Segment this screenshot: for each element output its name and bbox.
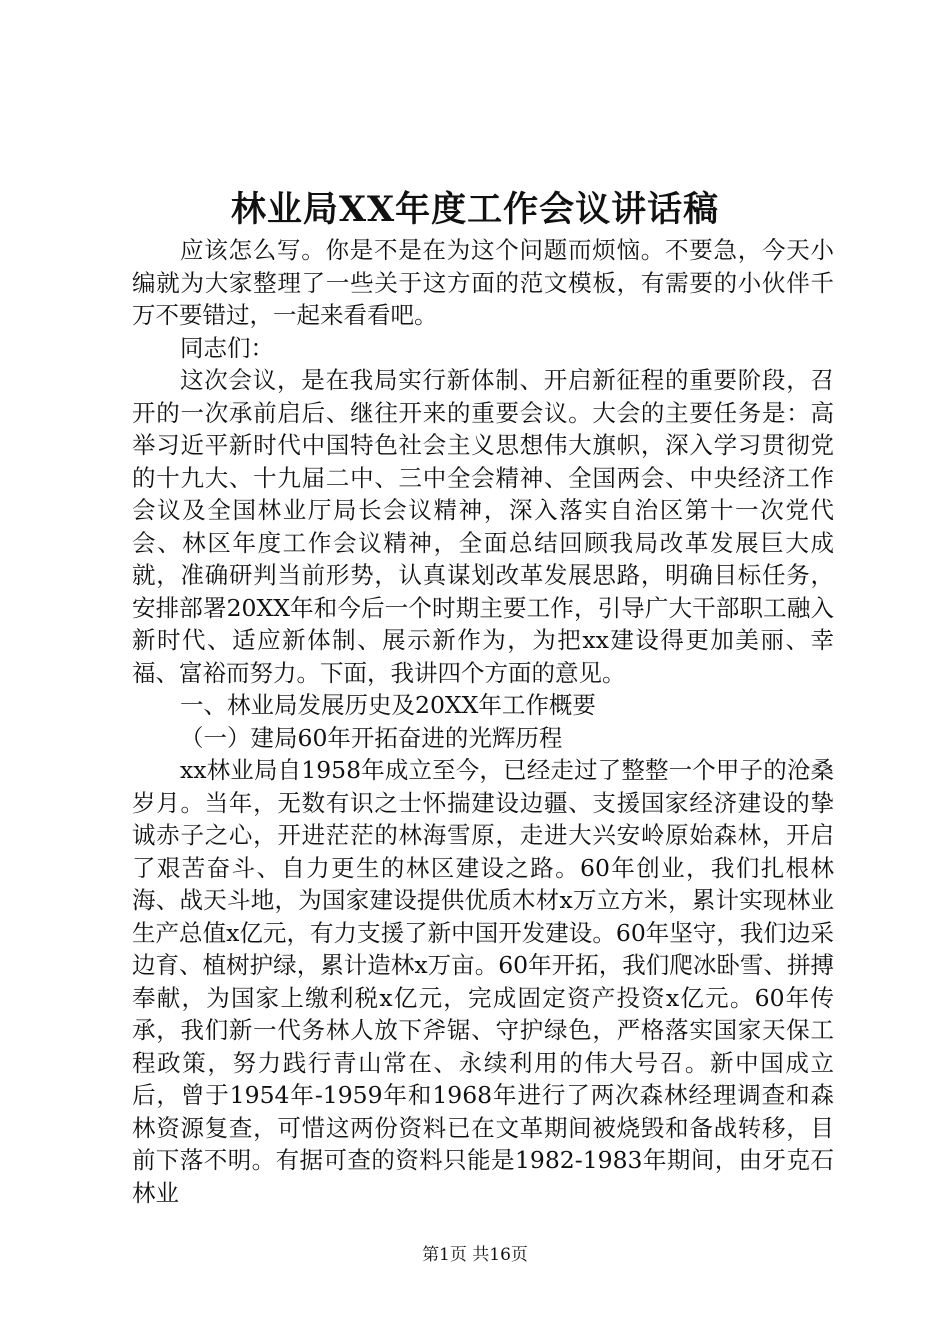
document-title: 林业局XX年度工作会议讲话稿 xyxy=(230,189,720,230)
meeting-paragraph: 这次会议，是在我局实行新体制、开启新征程的重要阶段，召开的一次承前启后、继往开来的重要会议。大会的主要任务是：高举习近平新时代中国特色社会主义思想伟大旗帜，深入学习贯彻党的十九大、十九届二中、三中全会精神、全国两会、中央经济工作会议及全国林业厅局长会议精神，深入落实自治区第十一次党代会、林区年度工作会议精神，全面总结回顾我局改革发展巨大成就，准确研判当前形势，认真谋划改革发展思路，明确目标任务，安排部署20XX年和今后一个时期主要工作，引导广大干部职工融入新时代、适应新体制、展示新作为，为把xx建设得更加美丽、幸福、富裕而努力。下面，我讲四个方面的意见。 xyxy=(132,366,834,687)
section-heading: 一、林业局发展历史及20XX年工作概要 xyxy=(180,691,596,719)
page-footer: 第1页 共16页 xyxy=(422,1245,528,1265)
history-paragraph: xx林业局自1958年成立至今，已经走过了整整一个甲子的沧桑岁月。当年，无数有识之士怀揣建设边疆、支援国家经济建设的挚诚赤子之心，开进茫茫的林海雪原，走进大兴安岭原始森林，开启了艰苦奋斗、自力更生的林区建设之路。60年创业，我们扎根林海、战天斗地，为国家建设提供优质木材x万立方米，累计实现林业生产总值x亿元，有力支援了新中国开发建设。60年坚守，我们边采边育、植树护绿，累计造林x万亩。60年开拓，我们爬冰卧雪、拼搏奉献，为国家上缴利税x亿元，完成固定资产投资x亿元。60年传承，我们新一代务林人放下斧锯、守护绿色，严格落实国家天保工程政策，努力践行青山常在、永续利用的伟大号召。新中国成立后，曾于1954年-1959年和1968年进行了两次森林经理调查和森林资源复查，可惜这两份资料已在文革期间被烧毁和备战转移，目前下落不明。有据可查的资料只能是1982-1983年期间，由牙克石林业 xyxy=(132,756,834,1207)
salutation: 同志们： xyxy=(180,333,274,362)
subsection-heading: （一）建局60年开拓奋进的光辉历程 xyxy=(180,723,563,752)
document-body xyxy=(132,234,834,1209)
intro-paragraph: 应该怎么写。你是不是在为这个问题而烦恼。不要急，今天小编就为大家整理了一些关于这方面的范文模板，有需要的小伙伴千万不要错过，一起来看看吧。 xyxy=(132,236,834,329)
